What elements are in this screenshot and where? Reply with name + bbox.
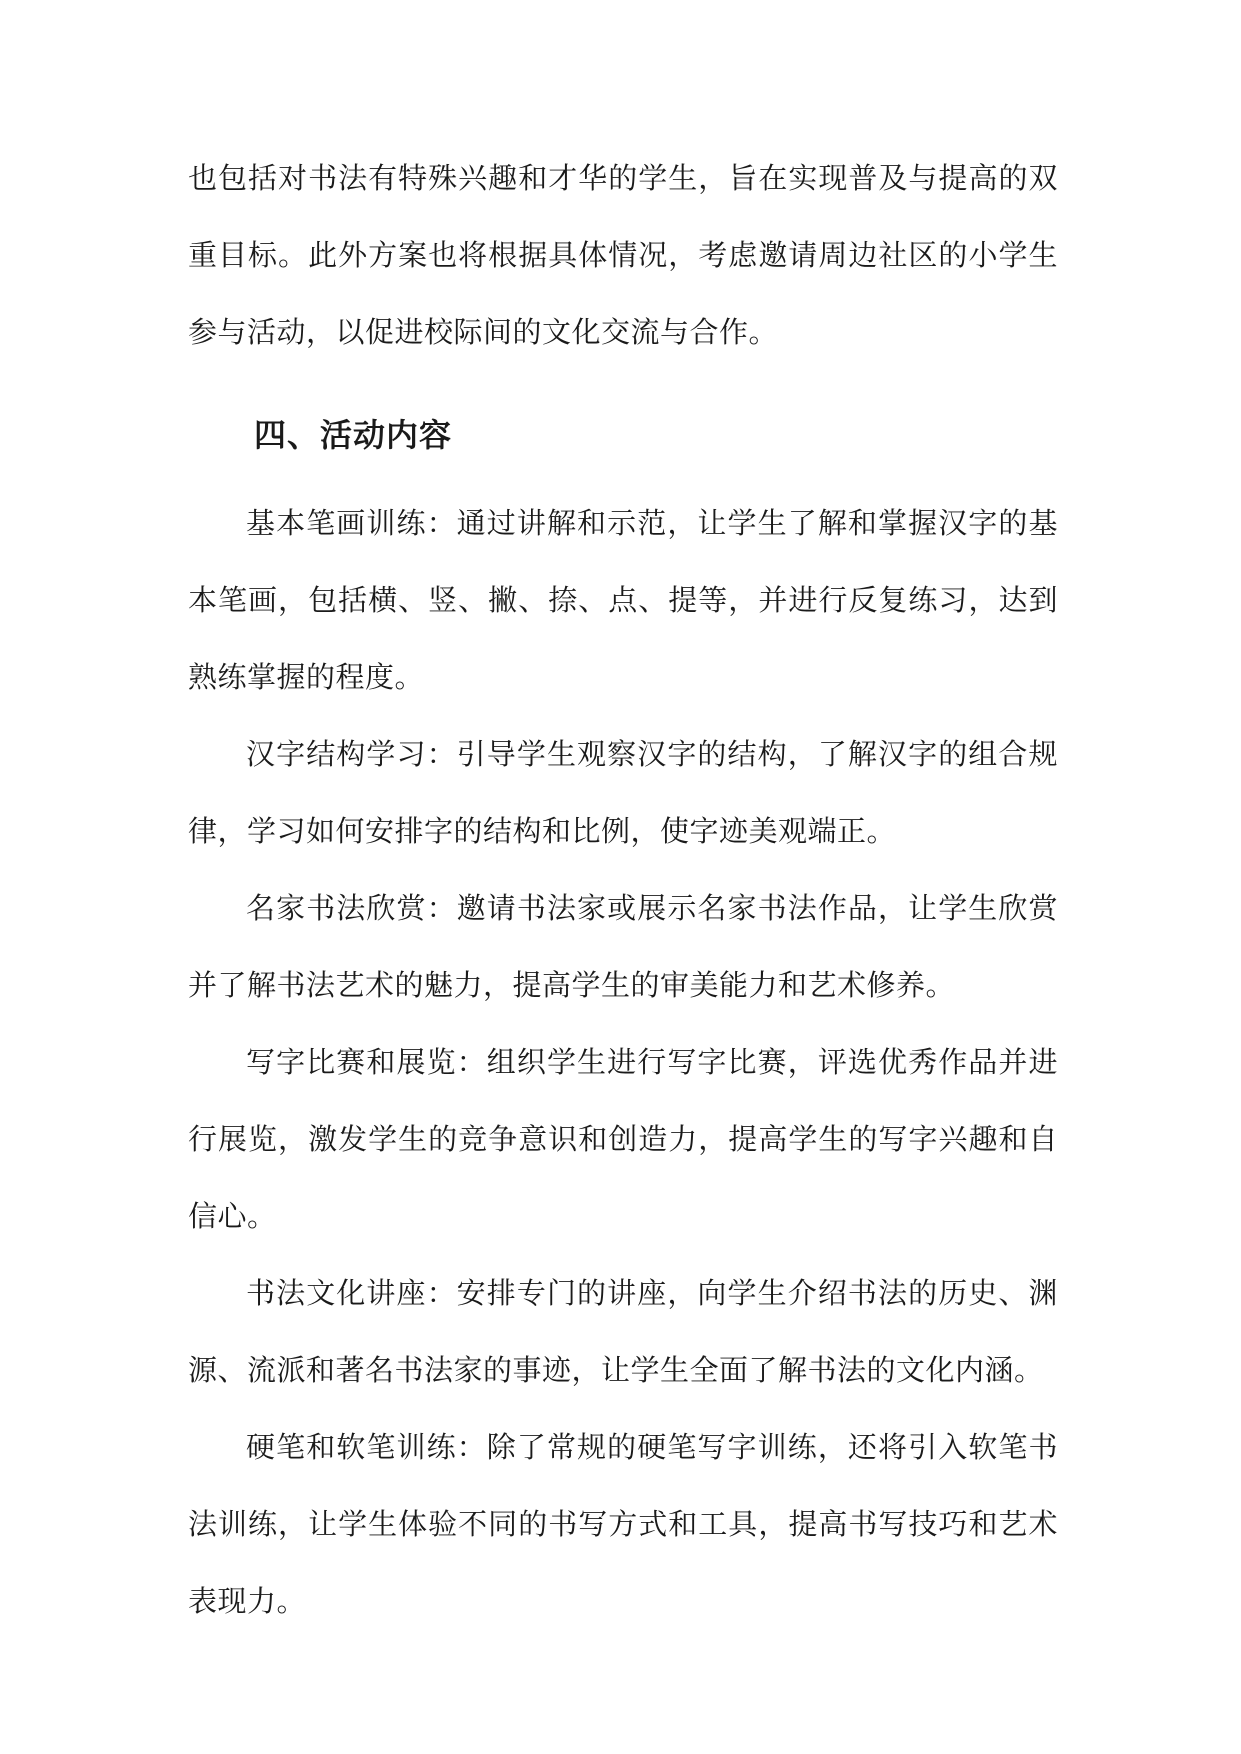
section-heading: 四、活动内容 xyxy=(254,416,453,454)
paragraph-culture-lecture: 书法文化讲座：安排专门的讲座，向学生介绍书法的历史、渊源、流派和著名书法家的事迹，让学生全面了解书法的文化内涵。 xyxy=(188,1276,1058,1387)
paragraph-structure-study: 汉字结构学习：引导学生观察汉字的结构，了解汉字的组合规律，学习如何安排字的结构和比例，使字迹美观端正。 xyxy=(188,737,1058,848)
paragraph-masterwork-appreciation: 名家书法欣赏：邀请书法家或展示名家书法作品，让学生欣赏并了解书法艺术的魅力，提高学生的审美能力和艺术修养。 xyxy=(188,891,1058,1002)
paragraph-stroke-training: 基本笔画训练：通过讲解和示范，让学生了解和掌握汉字的基本笔画，包括横、竖、撇、捺、点、提等，并进行反复练习，达到熟练掌握的程度。 xyxy=(188,506,1058,694)
paragraph-pen-brush-training: 硬笔和软笔训练：除了常规的硬笔写字训练，还将引入软笔书法训练，让学生体验不同的书写方式和工具，提高书写技巧和艺术表现力。 xyxy=(188,1430,1058,1618)
paragraph-contest-exhibition: 写字比赛和展览：组织学生进行写字比赛，评选优秀作品并进行展览，激发学生的竞争意识和创造力，提高学生的写字兴趣和自信心。 xyxy=(188,1045,1058,1233)
document-body xyxy=(188,140,1058,1640)
continued-paragraph: 也包括对书法有特殊兴趣和才华的学生，旨在实现普及与提高的双重目标。此外方案也将根据具体情况，考虑邀请周边社区的小学生参与活动，以促进校际间的文化交流与合作。 xyxy=(188,161,1058,349)
